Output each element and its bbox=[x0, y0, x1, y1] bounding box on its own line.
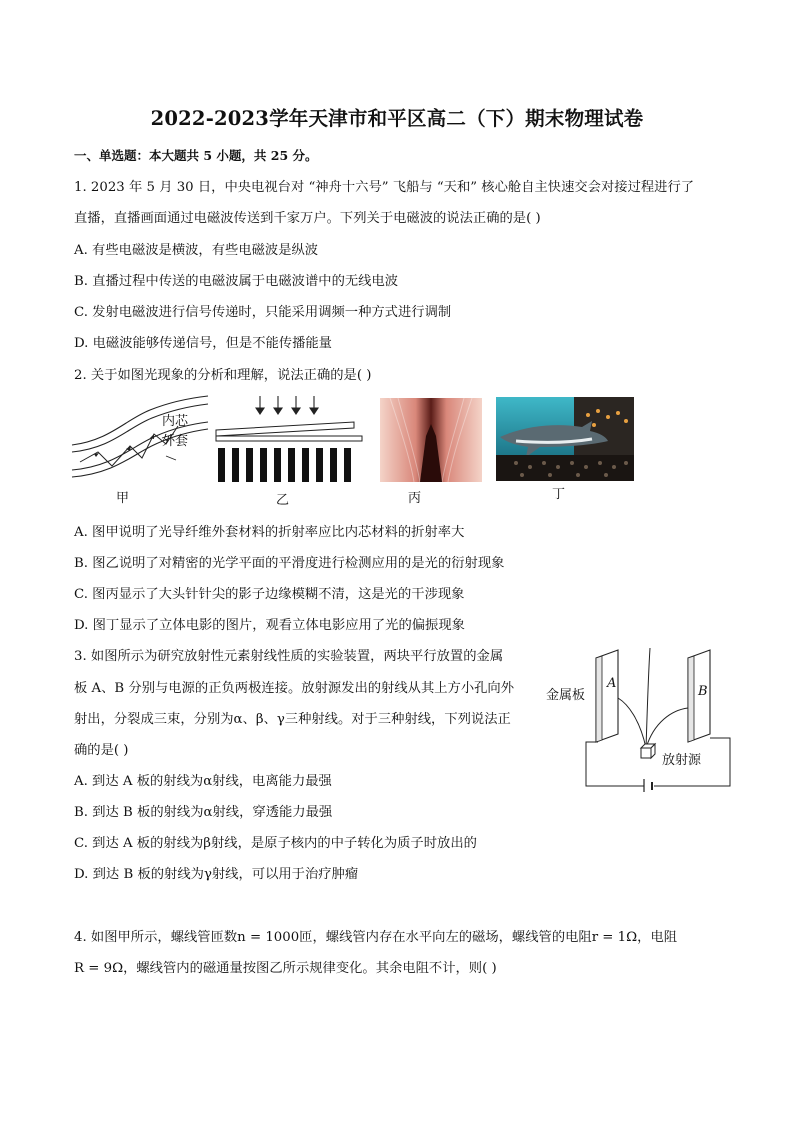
q3-option-d: D. 到达 B 板的射线为γ射线，可以用于治疗肿瘤 bbox=[74, 867, 359, 882]
q1-option-a: A. 有些电磁波是横波，有些电磁波是纵波 bbox=[74, 243, 319, 258]
plate-b-label: B bbox=[698, 684, 708, 699]
q4-stem-line1: 4. 如图甲所示，螺线管匝数n = 1000匝，螺线管内存在水平向左的磁场，螺线管的电阻r = 1Ω，电阻 bbox=[74, 930, 678, 945]
q1-stem-line2: 直播，直播画面通过电磁波传送到千家万户。下列关于电磁波的说法正确的是( ) bbox=[74, 211, 541, 226]
q2-option-a: A. 图甲说明了光导纤维外套材料的折射率应比内芯材料的折射率大 bbox=[74, 525, 465, 540]
radiation-apparatus-figure bbox=[584, 640, 734, 792]
q1-option-d: D. 电磁波能够传递信号，但是不能传播能量 bbox=[74, 336, 332, 351]
figure-label-bing: 丙 bbox=[408, 491, 422, 506]
q1-option-c: C. 发射电磁波进行信号传递时，只能采用调频一种方式进行调制 bbox=[74, 305, 452, 320]
section-heading: 一、单选题：本大题共 5 小题，共 25 分。 bbox=[74, 148, 318, 163]
q2-option-d: D. 图丁显示了立体电影的图片，观看立体电影应用了光的偏振现象 bbox=[74, 618, 465, 633]
fiber-outer-label: 外套 bbox=[162, 434, 189, 449]
q3-stem-line2: 板 A、B 分别与电源的正负两极连接。放射源发出的射线从其上方小孔向外 bbox=[74, 681, 515, 696]
3d-movie-figure bbox=[496, 397, 634, 481]
page-title: 2022-2023学年天津市和平区高二（下）期末物理试卷 bbox=[150, 107, 644, 130]
figure-label-ding: 丁 bbox=[552, 487, 566, 502]
figure-label-jia: 甲 bbox=[116, 491, 130, 506]
q3-option-c: C. 到达 A 板的射线为β射线，是原子核内的中子转化为质子时放出的 bbox=[74, 836, 477, 851]
fiber-figure bbox=[70, 390, 210, 485]
q3-option-a: A. 到达 A 板的射线为α射线，电离能力最强 bbox=[74, 774, 332, 789]
metal-plate-label: 金属板 bbox=[546, 688, 586, 703]
q3-stem-line1: 3. 如图所示为研究放射性元素射线性质的实验装置，两块平行放置的金属 bbox=[74, 649, 504, 664]
q1-stem-line1: 1. 2023 年 5 月 30 日，中央电视台对 “神舟十六号” 飞船与 “天和” 核心舱自主快速交会对接过程进行了 bbox=[74, 180, 695, 195]
pin-shadow-figure bbox=[380, 398, 482, 482]
q2-option-b: B. 图乙说明了对精密的光学平面的平滑度进行检测应用的是光的衍射现象 bbox=[74, 556, 505, 571]
q2-stem: 2. 关于如图光现象的分析和理解，说法正确的是( ) bbox=[74, 368, 372, 383]
q3-option-b: B. 到达 B 板的射线为α射线，穿透能力最强 bbox=[74, 805, 333, 820]
plate-a-label: A bbox=[607, 676, 617, 691]
q4-stem-line2: R = 9Ω，螺线管内的磁通量按图乙所示规律变化。其余电阻不计，则( ) bbox=[74, 961, 497, 976]
q2-option-c: C. 图丙显示了大头针针尖的影子边缘模糊不清，这是光的干涉现象 bbox=[74, 587, 465, 602]
interference-figure bbox=[214, 392, 366, 484]
source-label: 放射源 bbox=[662, 753, 702, 768]
q3-stem-line4: 确的是( ) bbox=[74, 743, 129, 758]
q1-option-b: B. 直播过程中传送的电磁波属于电磁波谱中的无线电波 bbox=[74, 274, 399, 289]
q3-stem-line3: 射出，分裂成三束，分别为α、β、γ三种射线。对于三种射线，下列说法正 bbox=[74, 712, 511, 727]
fiber-inner-label: 内芯 bbox=[162, 414, 189, 429]
figure-label-yi: 乙 bbox=[276, 493, 290, 508]
